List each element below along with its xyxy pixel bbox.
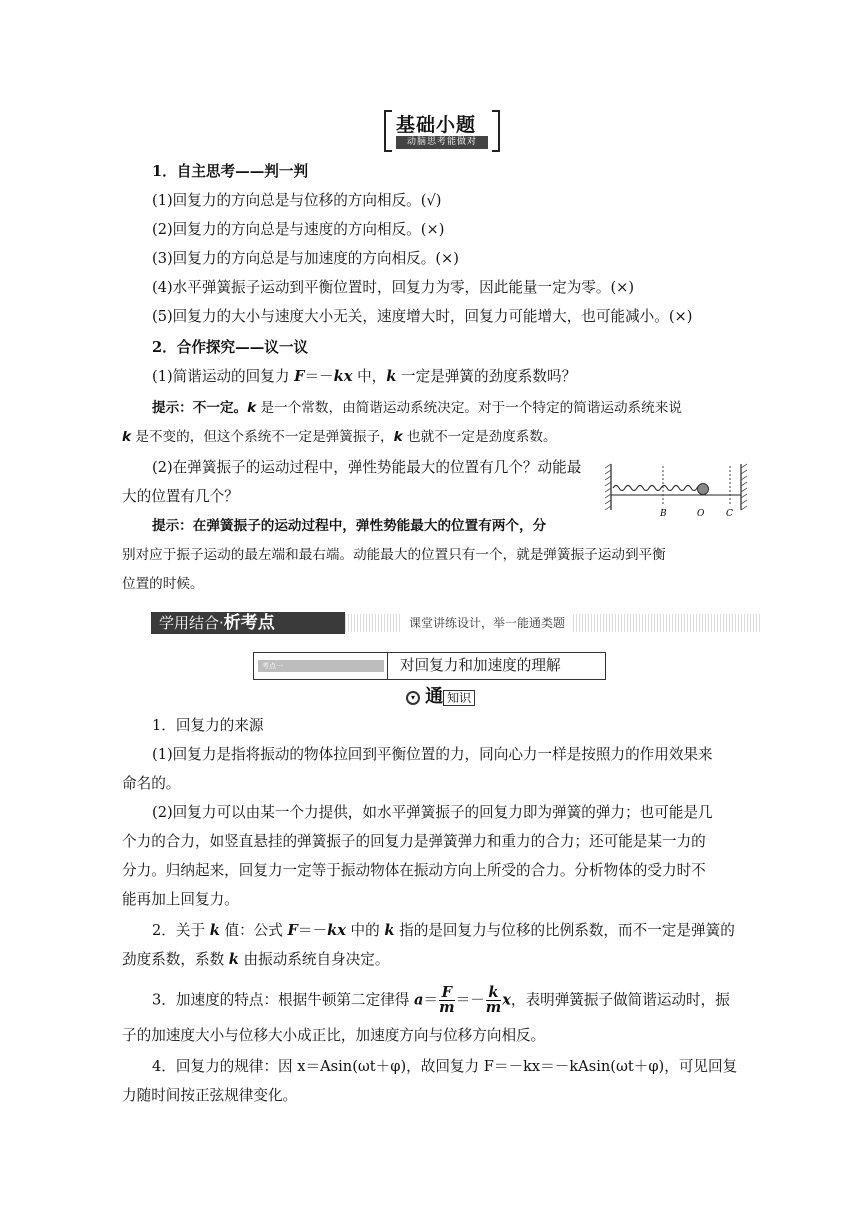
s4-line-1: 4．回复力的规律：因 x＝Asin(ωt＋φ)，故回复力 F＝－kx＝－kAsin(ωt＋φ)，可见回复 [152,1058,738,1075]
math-var: k [384,922,395,939]
q1-item-5: (5)回复力的大小与速度大小无关，速度增大时，回复力可能增大，也可能减小。(×) [152,308,693,325]
s1-p1-line-2: 命名的。 [122,775,181,792]
text: ＝－ [297,922,328,939]
q2-heading: 2．合作探究——议一议 [152,339,309,356]
denominator: m [439,999,455,1016]
banner-title [151,612,345,634]
label-c: C [726,509,733,519]
badge-subtitle: 动脑思考能做对 [396,136,488,149]
q2-hint-2-line-3: 位置的时候。 [122,576,204,592]
divider [387,653,388,679]
text: 是不变的，但这个系统不一定是弹簧振子， [131,429,394,445]
math-var: kx [327,922,346,939]
s4-line-2: 力随时间按正弦规律变化。 [122,1087,298,1104]
math-var: F [294,368,305,385]
text: 劲度系数，系数 [122,951,229,968]
text: 是一个常数，由简谐运动系统决定。对于一个特定的简谐运动系统来说 [256,400,682,416]
topic-tag: 考点一 [258,660,384,672]
text: ＝ [423,991,439,1009]
text: ＝－ [455,991,485,1009]
text: 也就不一定是劲度系数。 [402,429,557,445]
math-var: F [287,922,298,939]
q1-item-1: (1)回复力的方向总是与位移的方向相反。(√) [152,192,442,209]
math-var: k [247,400,257,416]
fraction-k-over-m [486,986,501,1015]
tongzhi-big: 通 [425,686,444,707]
numerator: k [486,986,501,1001]
numerator: F [439,986,454,1001]
text: 一定是弹簧的劲度系数吗？ [396,368,577,385]
q2-question-2-line-1: (2)在弹簧振子的运动过程中，弹性势能最大的位置有几个？动能最 [152,459,582,476]
text: ＝－ [304,368,334,385]
text: 中， [352,368,387,385]
section-badge [382,110,502,150]
s1-heading: 1．回复力的来源 [152,717,264,734]
text: 3．加速度的特点：根据牛顿第二定律得 [152,991,415,1009]
math-var: a [414,991,424,1009]
section-banner [151,612,760,636]
banner-subtitle: 课堂讲练设计，举一能通类题 [401,612,573,634]
text: 中的 [345,922,385,939]
banner-title-b: 析考点 [223,613,275,633]
math-var: k [228,951,239,968]
fraction-f-over-m [439,986,454,1015]
text: 提示：在弹簧振子的运动过程中，弹性势能最大的位置有两个，分 [152,518,547,534]
tongzhi-small: 知识 [443,690,475,706]
q1-item-4: (4)水平弹簧振子运动到平衡位置时，回复力为零，因此能量一定为零。(×) [152,279,635,296]
math-var: k [122,429,132,445]
q1-item-2: (2)回复力的方向总是与速度的方向相反。(×) [152,221,445,238]
topic-box [253,652,606,680]
s3-line-1 [152,986,730,1015]
q2-hint-2-line-1 [152,515,546,537]
s3-line-2: 子的加速度大小与位移大小成正比，加速度方向与位移方向相反。 [122,1027,546,1044]
s1-p2-line-4: 能再加上回复力。 [122,891,239,908]
math-var: k [393,429,403,445]
q2-question-2-line-2: 大的位置有几个？ [122,488,239,505]
banner-title-a: 学用结合· [159,614,224,632]
tongzhi-label [406,682,475,707]
label-b: B [660,509,667,519]
text: ，表明弹簧振子做简谐运动时，振 [510,991,730,1009]
math-var: k [386,368,397,385]
badge-title: 基础小题 [396,114,477,136]
denominator: m [485,999,502,1016]
spring-oscillator-figure [605,462,755,520]
topic-title: 对回复力和加速度的理解 [400,657,561,674]
text: 由振动系统自身决定。 [238,951,390,968]
s1-p2-line-3: 分力。归纳起来，回复力一定等于振动物体在振动方向上所受的合力。分析物体的受力时不 [122,862,706,879]
q1-item-3: (3)回复力的方向总是与加速度的方向相反。(×) [152,250,459,267]
math-var: k [209,922,220,939]
q1-heading: 1．自主思考——判一判 [152,163,309,180]
chevron-down-icon: ▾ [406,691,420,705]
label-o: O [697,509,705,519]
text: 值：公式 [219,922,288,939]
s2-line-2 [122,949,390,971]
q2-question-1 [152,366,576,388]
s1-p2-line-2: 个力的合力，如竖直悬挂的弹簧振子的回复力是弹簧弹力和重力的合力；还可能是某一力的 [122,833,706,850]
text: (1)简谐运动的回复力 [152,368,295,385]
math-var: kx [333,368,353,385]
q2-hint-1-line-2 [122,426,557,448]
s2-line-1 [152,920,735,942]
text: 指的是回复力与位移的比例系数，而不一定是弹簧的 [394,922,735,939]
text: 2．关于 [152,922,210,939]
right-bracket [492,110,500,152]
hint-label: 提示：不一定。 [152,400,248,416]
q2-hint-1-line-1 [152,397,682,419]
s1-p1-line-1: (1)回复力是指将振动的物体拉回到平衡位置的力，同向心力一样是按照力的作用效果来 [152,746,713,763]
math-var: x [502,991,511,1009]
q2-hint-2-line-2: 别对应于振子运动的最左端和最右端。动能最大的位置只有一个，就是弹簧振子运动到平衡 [122,547,666,563]
left-bracket [384,110,392,152]
s1-p2-line-1: (2)回复力可以由某一个力提供，如水平弹簧振子的回复力即为弹簧的弹力；也可能是几 [152,804,713,821]
